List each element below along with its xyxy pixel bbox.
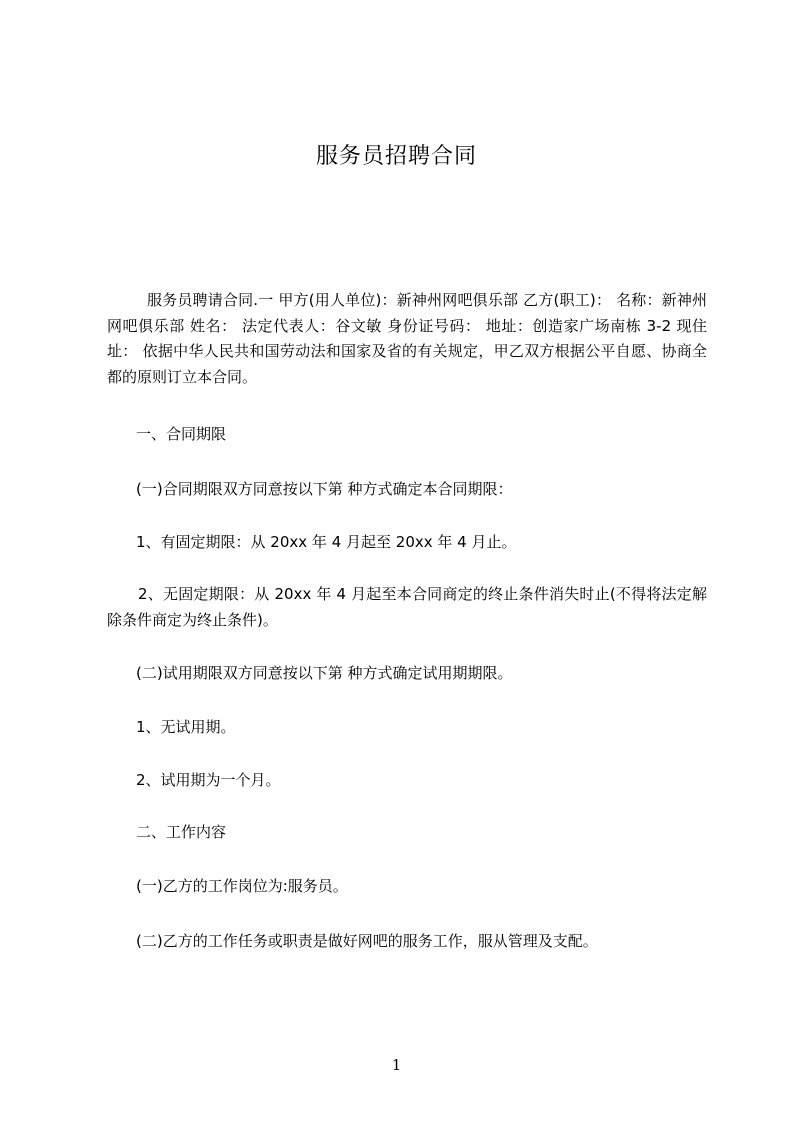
document-title: 服务员招聘合同: [315, 144, 477, 169]
page-number: 1: [391, 1056, 402, 1074]
probation-option-one-month: 2、试用期为一个月。: [136, 771, 281, 789]
work-duty-clause: (二)乙方的工作任务或职责是做好网吧的服务工作，服从管理及支配。: [136, 932, 598, 950]
probation-option-none: 1、无试用期。: [136, 718, 236, 736]
term-clause: (一)合同期限双方同意按以下第 种方式确定本合同期限：: [136, 480, 513, 498]
term-option-fixed: 1、有固定期限：从 20xx 年 4 月起至 20xx 年 4 月止。: [136, 533, 517, 551]
section-heading-term: 一、合同期限: [136, 425, 227, 443]
work-position-clause: (一)乙方的工作岗位为:服务员。: [136, 877, 348, 895]
term-option-unfixed: 2、无固定期限：从 20xx 年 4 月起至本合同商定的终止条件消失时止(不得将法定解除条件商定为终止条件)。: [107, 585, 707, 629]
probation-clause: (二)试用期限双方同意按以下第 种方式确定试用期期限。: [136, 664, 513, 682]
section-heading-work: 二、工作内容: [136, 823, 227, 841]
intro-paragraph: 服务员聘请合同.一 甲方(用人单位)：新神州网吧俱乐部 乙方(职工)： 名称：新神州网吧俱乐部 姓名： 法定代表人：谷文敏 身份证号码： 地址：创造家广场南栋 3-2 现住址： 依据中华人民共和国劳动法和国家及省的有关规定，甲乙双方根据公平自愿、协商全都的原则订立本合同。: [107, 291, 707, 386]
